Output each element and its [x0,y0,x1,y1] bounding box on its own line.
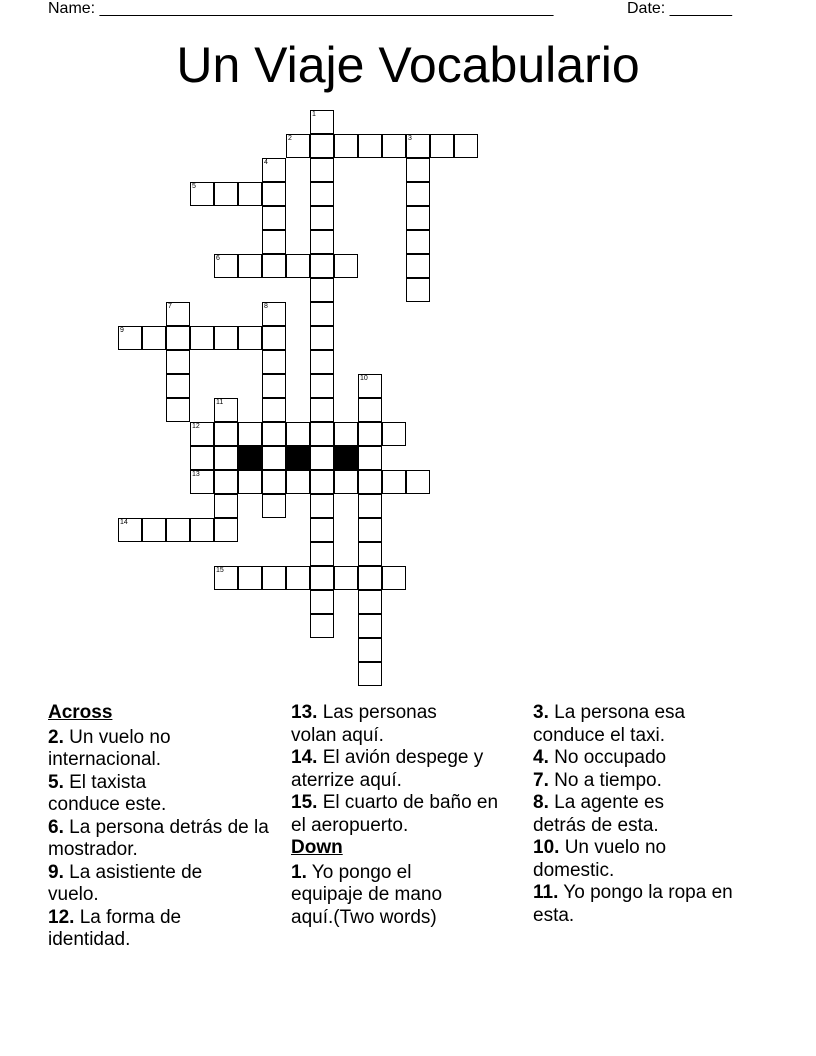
clue-number-label: 15 [216,567,224,574]
clue-number-label: 2 [288,135,292,142]
numbered-cell-12 [190,422,214,446]
grid-cell [358,662,382,686]
grid-cell [358,494,382,518]
clue-number: 13. [291,702,318,723]
grid-cell [358,614,382,638]
clue-across-14 [291,747,513,792]
clue-across-2 [48,727,208,772]
numbered-cell-7 [166,302,190,326]
clue-across-6 [48,817,284,862]
clue-down-10 [533,837,703,882]
clue-number-label: 10 [360,375,368,382]
grid-cell [382,470,406,494]
block-cell [238,446,262,470]
numbered-cell-15 [214,566,238,590]
grid-cell [430,134,454,158]
grid-cell [358,566,382,590]
clue-number: 3. [533,702,549,723]
grid-cell [382,566,406,590]
grid-cell [262,254,286,278]
clue-down-7 [533,770,763,793]
clue-number: 12. [48,906,75,928]
grid-cell [238,422,262,446]
clue-text: Las personas volan aquí. [291,702,437,746]
clue-text: La persona esa conduce el taxi. [533,702,686,746]
grid-cell [310,134,334,158]
clue-number-label: 12 [192,423,200,430]
grid-cell [310,614,334,638]
grid-cell [310,398,334,422]
clue-number: 2. [48,726,64,748]
name-field-label: Name: ___________________________________________________ [48,0,554,17]
grid-cell [214,182,238,206]
grid-cell [358,446,382,470]
clue-number: 6. [48,816,64,838]
clue-down-11 [533,882,753,927]
grid-cell [262,422,286,446]
clue-number-label: 14 [120,519,128,526]
clue-text: El taxista conduce este. [48,771,167,815]
grid-cell [286,566,310,590]
grid-cell [214,470,238,494]
grid-cell [406,230,430,254]
clue-column-3 [533,702,763,927]
grid-cell [358,134,382,158]
grid-cell [310,302,334,326]
grid-cell [358,470,382,494]
grid-cell [334,134,358,158]
clue-number-label: 6 [216,255,220,262]
clue-across-12 [48,907,218,952]
grid-cell [262,374,286,398]
date-field-label: Date: _______ [627,0,732,17]
grid-cell [406,158,430,182]
grid-cell [406,206,430,230]
grid-cell [310,254,334,278]
grid-cell [310,230,334,254]
grid-cell [358,590,382,614]
grid-cell [238,182,262,206]
numbered-cell-2 [286,134,310,158]
grid-cell [214,422,238,446]
grid-cell [310,494,334,518]
numbered-cell-6 [214,254,238,278]
grid-cell [310,590,334,614]
grid-cell [382,422,406,446]
clue-text: No occupado [548,747,667,768]
grid-cell [358,398,382,422]
clue-number-label: 5 [192,183,196,190]
clue-number-label: 4 [264,159,268,166]
grid-cell [238,254,262,278]
grid-cell [190,518,214,542]
grid-cell [262,398,286,422]
grid-cell [262,326,286,350]
numbered-cell-4 [262,158,286,182]
grid-cell [262,230,286,254]
clue-number-label: 7 [168,303,172,310]
grid-cell [214,494,238,518]
grid-cell [262,206,286,230]
clue-column-2 [291,702,513,929]
clue-text: El cuarto de baño en el aeropuerto. [291,792,499,836]
clue-down-8 [533,792,708,837]
grid-cell [310,470,334,494]
grid-cell [286,254,310,278]
clue-number: 1. [291,861,307,883]
grid-cell [310,182,334,206]
grid-cell [214,518,238,542]
grid-cell [190,326,214,350]
numbered-cell-1 [310,110,334,134]
clue-column-1 [48,702,284,952]
clue-across-5 [48,772,208,817]
numbered-cell-10 [358,374,382,398]
clue-text: La persona detrás de la mostrador. [48,816,269,860]
numbered-cell-13 [190,470,214,494]
grid-cell [310,422,334,446]
clue-number-label: 9 [120,327,124,334]
numbered-cell-8 [262,302,286,326]
grid-cell [166,518,190,542]
down-heading: Down [291,837,343,858]
block-cell [334,446,358,470]
grid-cell [358,638,382,662]
clue-number: 14. [291,747,318,768]
clue-down-1 [291,862,481,930]
puzzle-title: Un Viaje Vocabulario [176,37,640,93]
grid-cell [166,326,190,350]
grid-cell [262,182,286,206]
clue-number-label: 13 [192,471,200,478]
clue-text: La forma de identidad. [48,906,182,950]
clue-text: Un vuelo no internacional. [48,726,171,770]
clue-number: 8. [533,792,549,813]
clue-text: El avión despege y aterrize aquí. [291,747,484,791]
clue-across-13 [291,702,481,747]
grid-cell [214,326,238,350]
grid-cell [238,566,262,590]
clue-number: 10. [533,837,560,858]
grid-cell [190,446,214,470]
grid-cell [334,470,358,494]
numbered-cell-5 [190,182,214,206]
grid-cell [238,470,262,494]
clue-number: 9. [48,861,64,883]
clue-text: La agente es detrás de esta. [533,792,665,836]
numbered-cell-11 [214,398,238,422]
grid-cell [262,470,286,494]
grid-cell [166,398,190,422]
grid-cell [310,446,334,470]
block-cell [286,446,310,470]
clue-number-label: 3 [408,135,412,142]
grid-cell [358,518,382,542]
grid-cell [142,326,166,350]
grid-cell [310,350,334,374]
grid-cell [358,542,382,566]
clue-down-3 [533,702,723,747]
numbered-cell-9 [118,326,142,350]
grid-cell [166,350,190,374]
clue-number: 4. [533,747,549,768]
grid-cell [214,446,238,470]
grid-cell [454,134,478,158]
clue-text: La asistiente de vuelo. [48,861,203,905]
grid-cell [310,158,334,182]
numbered-cell-3 [406,134,430,158]
clue-text: No a tiempo. [548,769,662,791]
grid-cell [238,326,262,350]
clue-number: 5. [48,771,64,793]
clue-across-15 [291,792,513,837]
clue-text: Yo pongo la ropa en esta. [533,882,733,926]
grid-cell [334,254,358,278]
grid-cell [286,470,310,494]
grid-cell [310,542,334,566]
clue-number: 7. [533,769,549,791]
grid-cell [406,470,430,494]
grid-cell [310,566,334,590]
clue-text: Yo pongo el equipaje de mano aquí.(Two words) [291,861,443,928]
clue-down-4 [533,747,763,770]
grid-cell [310,374,334,398]
across-heading: Across [48,702,113,723]
clue-text: Un vuelo no domestic. [533,837,667,881]
grid-cell [262,446,286,470]
grid-cell [358,422,382,446]
clue-number-label: 1 [312,111,316,118]
clue-number: 15. [291,792,318,813]
grid-cell [310,326,334,350]
clue-across-9 [48,862,248,907]
grid-cell [382,134,406,158]
grid-cell [310,518,334,542]
grid-cell [142,518,166,542]
grid-cell [262,350,286,374]
grid-cell [406,254,430,278]
grid-cell [262,494,286,518]
grid-cell [166,374,190,398]
grid-cell [406,182,430,206]
clue-number: 11. [533,882,559,903]
numbered-cell-14 [118,518,142,542]
grid-cell [310,278,334,302]
grid-cell [406,278,430,302]
clue-number-label: 11 [216,399,224,406]
grid-cell [286,422,310,446]
grid-cell [310,206,334,230]
grid-cell [262,566,286,590]
grid-cell [334,566,358,590]
clue-number-label: 8 [264,303,268,310]
grid-cell [334,422,358,446]
